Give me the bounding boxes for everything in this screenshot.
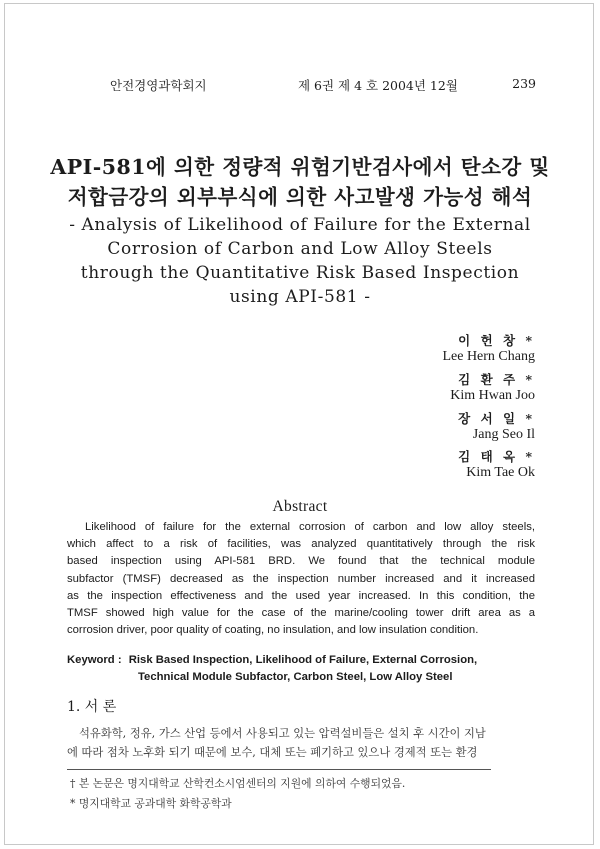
abstract-line: Likelihood of failure for the external corrosion of carbon and low alloy steels,	[85, 521, 535, 533]
abstract-line: as the inspection effectiveness and the used year increased. In this condition, the	[67, 589, 535, 602]
author-1-english: Lee Hern Chang	[442, 349, 535, 364]
body-line: 석유화학, 정유, 가스 산업 등에서 사용되고 있는 압력설비들은 설치 후 시간이 지남	[79, 727, 486, 740]
footnote-affiliation: * 명지대학교 공과대학 화학공학과	[70, 797, 232, 810]
author-3-english: Jang Seo Il	[472, 427, 535, 442]
abstract-body	[67, 519, 535, 639]
author-4-korean: 김 태 옥 *	[458, 449, 535, 464]
author-4-english: Kim Tae Ok	[466, 465, 535, 480]
keywords-line-2: Technical Module Subfactor, Carbon Steel, Low Alloy Steel	[138, 671, 453, 683]
title-korean-line-1: API-581에 의한 정량적 위험기반검사에서 탄소강 및	[50, 155, 550, 179]
author-2-english: Kim Hwan Joo	[450, 388, 535, 403]
page-number: 239	[512, 76, 536, 91]
title-english-line-3: through the Quantitative Risk Based Inspection	[80, 263, 520, 283]
title-korean-line-2: 저합금강의 외부부식에 의한 사고발생 가능성 해석	[67, 185, 533, 209]
body-line: 에 따라 점차 노후화 되기 때문에 보수, 대체 또는 폐기하고 있으나 경제적 또는 환경	[67, 746, 478, 759]
keywords-line-1: Risk Based Inspection, Likelihood of Failure, External Corrosion,	[128, 654, 478, 666]
footnote-divider	[67, 769, 491, 770]
journal-name: 안전경영과학회지	[110, 78, 207, 93]
author-1-korean: 이 헌 창 *	[458, 333, 535, 348]
section-heading: 1. 서 론	[67, 699, 117, 715]
introduction-body	[67, 724, 535, 762]
title-english-line-4: using API-581 -	[229, 287, 371, 307]
author-3-korean: 장 서 일 *	[458, 411, 535, 426]
footnote-funding: † 본 논문은 명지대학교 산학컨소시엄센터의 지원에 의하여 수행되었음.	[70, 777, 406, 790]
abstract-heading: Abstract	[272, 498, 328, 515]
running-header	[110, 76, 536, 96]
abstract-line: which affect to a risk of facilities, was analyzed quantitatively through the risk	[67, 538, 535, 551]
keywords-block	[67, 652, 537, 686]
abstract-line: corrosion driver, poor quality of coating, no insulation, and low insulation condition.	[67, 624, 479, 637]
abstract-line: subfactor (TMSF) decreased as the inspection number increased and it increased	[67, 572, 535, 585]
author-2-korean: 김 환 주 *	[458, 372, 535, 387]
abstract-line: TMSF showed high value for the case of the marine/cooling tower drift area as a	[67, 607, 535, 620]
issue-info: 제 6권 제 4 호 2004년 12월	[298, 78, 458, 93]
title-english-line-2: Corrosion of Carbon and Low Alloy Steels	[107, 239, 493, 259]
keywords-label: Keyword :	[67, 654, 122, 666]
abstract-line: based inspection using API-581 BRD. We found that the technical module	[67, 555, 535, 568]
title-english-line-1: - Analysis of Likelihood of Failure for the External	[69, 215, 531, 235]
